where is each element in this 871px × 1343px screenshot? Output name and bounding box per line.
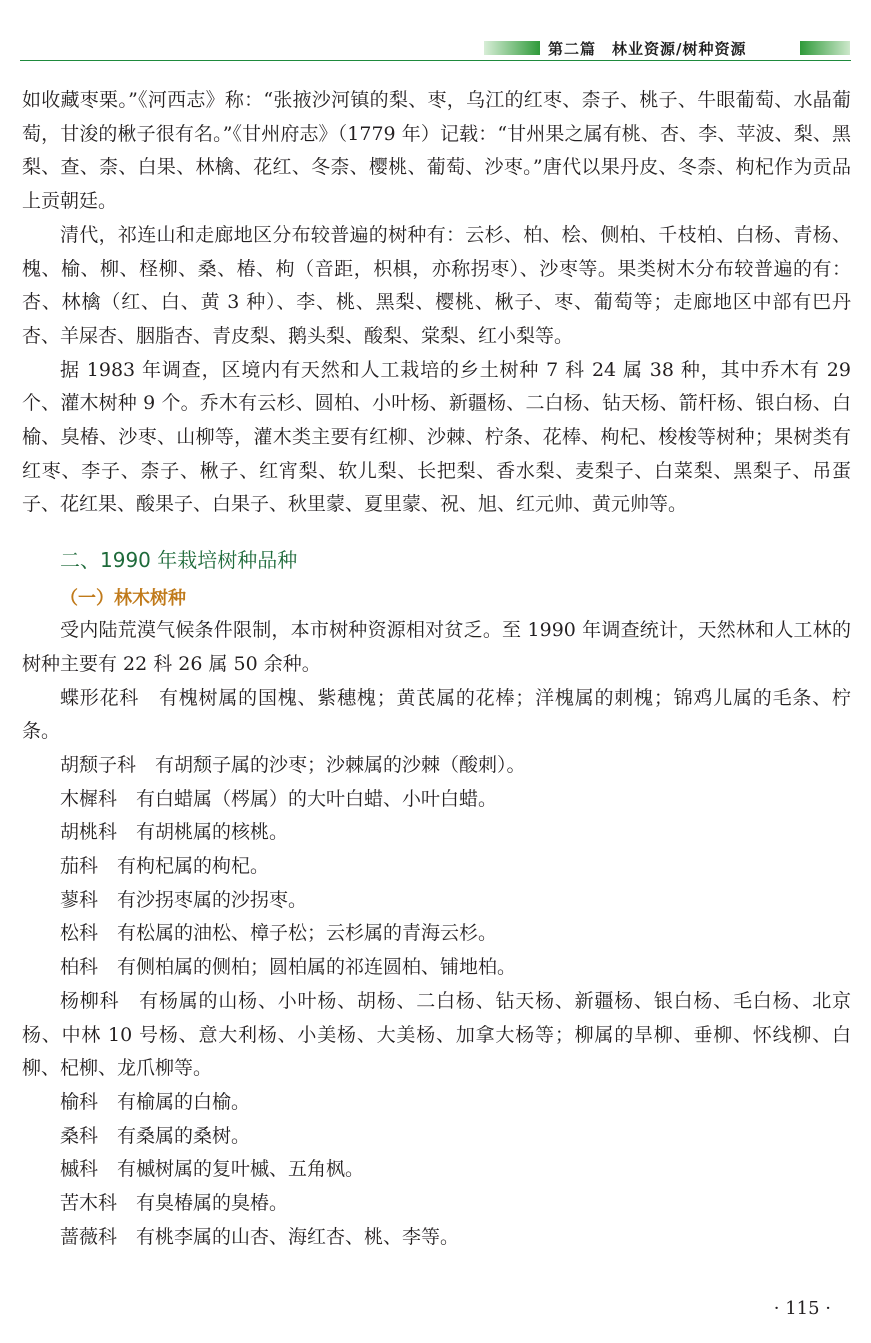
paragraph-1983-survey: 据 1983 年调查，区境内有天然和人工栽培的乡土树种 7 科 24 属 38 种，其中乔木有 29 个、灌木树种 9 个。乔木有云杉、圆柏、小叶杨、新疆杨、二白杨、钻天杨、箭杆杨、银白杨、白榆、臭椿、沙枣、山柳等，灌木类主要有红柳、沙棘、柠条、花棒、枸杞、梭梭等树种；果树类有红枣、李子、柰子、楸子、红宵梨、软儿梨、长把梨、香水梨、麦梨子、白菜梨、黑梨子、吊蛋子、花红果、酸果子、白果子、秋里蒙、夏里蒙、祝、旭、红元帅、黄元帅等。 [22, 358, 851, 516]
running-header [0, 38, 871, 62]
family-entry: 杨柳科 有杨属的山杨、小叶杨、胡杨、二白杨、钻天杨、新疆杨、银白杨、毛白杨、北京杨、中林 10 号杨、意大利杨、小美杨、大美杨、加拿大杨等；柳属的旱柳、垂柳、怀线柳、白柳、杞柳、龙爪柳等。 [22, 989, 851, 1080]
paragraph-continued: 如收藏枣栗。”《河西志》称：“张掖沙河镇的梨、枣，乌江的红枣、柰子、桃子、牛眼葡萄、水晶葡萄，甘浚的楸子很有名。”《甘州府志》（1779 年）记载：“甘州果之属有桃、杏、李、苹波、梨、黑梨、查、柰、白果、林檎、花红、冬柰、樱桃、葡萄、沙枣。”唐代以果丹皮、冬柰、枸杞作为贡品上贡朝廷。 [22, 89, 851, 213]
family-entry: 榆科 有榆属的白榆。 [60, 1090, 251, 1113]
family-entry: 蔷薇科 有桃李属的山杏、海红杏、桃、李等。 [60, 1225, 460, 1248]
family-entry: 柏科 有侧柏属的侧柏；圆柏属的祁连圆柏、铺地柏。 [60, 956, 517, 979]
page-body [22, 84, 851, 1255]
family-entry: 木樨科 有白蜡属（梣属）的大叶白蜡、小叶白蜡。 [60, 787, 498, 810]
header-decor-bar-left [484, 41, 540, 55]
page-number: · 115 · [773, 1298, 831, 1319]
paragraph-intro-1990: 受内陆荒漠气候条件限制，本市树种资源相对贫乏。至 1990 年调查统计，天然林和人工林的树种主要有 22 科 26 属 50 余种。 [22, 619, 851, 675]
header-rule [20, 60, 851, 61]
family-entry: 蓼科 有沙拐枣属的沙拐枣。 [60, 888, 308, 911]
family-entry: 松科 有松属的油松、樟子松；云杉属的青海云杉。 [60, 922, 498, 945]
family-entry: 桑科 有桑属的桑树。 [60, 1124, 251, 1147]
family-entry: 槭科 有槭树属的复叶槭、五角枫。 [60, 1158, 365, 1181]
family-entry: 苦木科 有臭椿属的臭椿。 [60, 1192, 289, 1215]
family-entry: 茄科 有枸杞属的枸杞。 [60, 855, 270, 878]
header-title: 第二篇 林业资源/树种资源 [548, 40, 747, 58]
subsection-title: （一）林木树种 [60, 588, 186, 610]
header-decor-bar-right [800, 41, 850, 55]
paragraph-qing-dynasty: 清代，祁连山和走廊地区分布较普遍的树种有：云杉、柏、桧、侧柏、千枝柏、白杨、青杨、槐、榆、柳、柽柳、桑、椿、枸（音距，枳椇，亦称拐枣）、沙枣等。果类树木分布较普遍的有：杏、林檎（红、白、黄 3 种）、李、桃、黑梨、樱桃、楸子、枣、葡萄等；走廊地区中部有巴丹杏、羊屎杏、胭脂杏、青皮梨、鹅头梨、酸梨、棠梨、红小梨等。 [22, 223, 851, 347]
family-entry: 蝶形花科 有槐树属的国槐、紫穗槐；黄芪属的花棒；洋槐属的刺槐；锦鸡儿属的毛条、柠条。 [22, 686, 851, 743]
family-entry: 胡颓子科 有胡颓子属的沙枣；沙棘属的沙棘（酸刺）。 [60, 753, 526, 776]
family-entry: 胡桃科 有胡桃属的核桃。 [60, 821, 289, 844]
section-title: 二、1990 年栽培树种品种 [60, 548, 298, 573]
